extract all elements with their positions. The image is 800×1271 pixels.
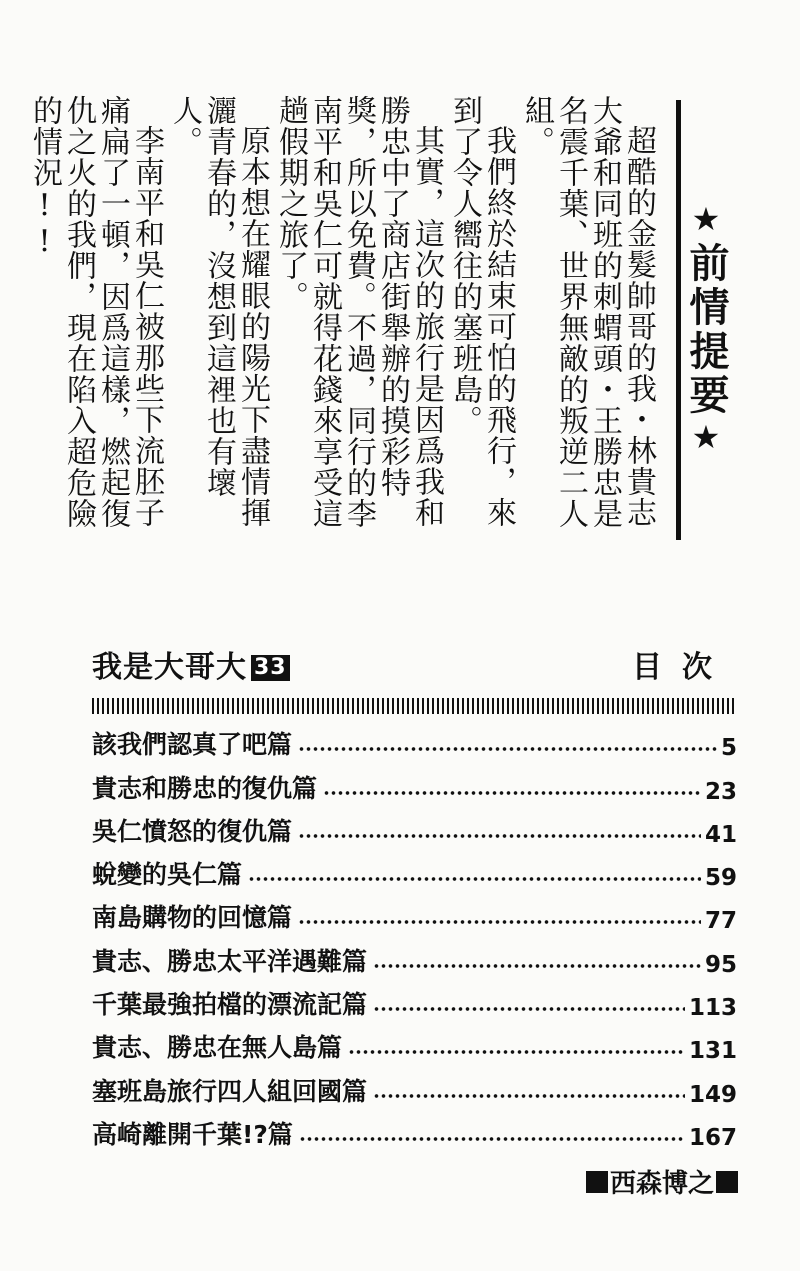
toc-list — [92, 718, 737, 1151]
series-title-text: 我是大哥大 — [92, 650, 247, 685]
synopsis-heading-text: 前情提要 — [683, 242, 729, 418]
toc-chapter: 塞班島旅行四人組回國篇 — [92, 1076, 368, 1106]
toc-leader-dots — [248, 876, 701, 882]
synopsis-paragraph: 其實，這次的旅行是因爲我和勝忠中了商店街舉辦的摸彩特獎，所以免費。不過，同行的李南平和吳仁可就得花錢來享受這趟假期之旅了。 — [273, 95, 444, 529]
toc-chapter: 蛻變的吳仁篇 — [92, 860, 243, 890]
toc-leader-dots — [299, 1136, 685, 1142]
toc-entry[interactable] — [92, 761, 737, 804]
toc-page-number: 131 — [688, 1038, 737, 1065]
black-square-icon — [586, 1171, 608, 1193]
toc-chapter: 南島購物的回憶篇 — [92, 903, 293, 933]
synopsis-body — [23, 95, 655, 555]
toc-entry[interactable] — [92, 805, 737, 848]
toc-chapter: 吳仁憤怒的復仇篇 — [92, 816, 293, 846]
toc-chapter: 貴志、勝忠太平洋遇難篇 — [92, 946, 368, 976]
series-title — [92, 642, 290, 686]
toc-page-number: 95 — [704, 951, 737, 978]
synopsis-heading — [676, 100, 732, 540]
toc-leader-dots — [373, 1006, 685, 1012]
synopsis-paragraph: 原本想在耀眼的陽光下盡情揮灑青春的，沒想到這裡也有壞人。 — [167, 95, 270, 528]
toc-chapter: 該我們認真了吧篇 — [92, 730, 293, 760]
toc-chapter: 貴志、勝忠在無人島篇 — [92, 1033, 343, 1063]
toc-chapter: 高崎離開千葉!?篇 — [92, 1119, 293, 1149]
toc-chapter: 千葉最強拍檔的漂流記篇 — [92, 990, 368, 1020]
toc-entry[interactable] — [92, 718, 737, 761]
toc-chapter: 貴志和勝忠的復仇篇 — [92, 773, 318, 803]
toc-page-number: 41 — [704, 821, 737, 848]
toc-leader-dots — [323, 790, 701, 796]
toc-entry[interactable] — [92, 1064, 737, 1107]
volume-badge: 33 — [251, 655, 290, 681]
toc-leader-dots — [373, 1093, 685, 1099]
synopsis-paragraph: 我們終於結束可怕的飛行，來到了令人嚮往的塞班島。 — [447, 95, 516, 528]
toc-page-number: 59 — [704, 865, 737, 892]
synopsis-paragraph: 李南平和吳仁被那些下流胚子痛扁了一頓，因爲這樣，燃起復仇之火的我們，現在陷入超危險的情況!! — [27, 95, 164, 529]
toc-leader-dots — [298, 833, 701, 839]
toc-leader-dots — [373, 963, 701, 969]
toc-entry[interactable] — [92, 1021, 737, 1064]
toc-entry[interactable] — [92, 978, 737, 1021]
toc-entry[interactable] — [92, 1108, 737, 1151]
synopsis-section — [27, 95, 750, 560]
toc-page-number: 149 — [688, 1081, 737, 1108]
toc-leader-dots — [348, 1049, 685, 1055]
toc-header — [92, 642, 732, 687]
toc-leader-dots — [298, 746, 717, 752]
toc-entry[interactable] — [92, 934, 737, 977]
toc-page-number: 77 — [704, 908, 737, 935]
author-name: 西森博之 — [609, 1169, 714, 1199]
toc-page-number: 167 — [688, 1124, 737, 1151]
star-icon: ★ — [687, 200, 725, 242]
toc-label: 目次 — [632, 650, 732, 685]
star-icon: ★ — [687, 418, 725, 460]
toc-leader-dots — [298, 919, 701, 925]
toc-entry[interactable] — [92, 848, 737, 891]
toc-page-number: 5 — [720, 735, 737, 762]
toc-page-number: 113 — [688, 995, 737, 1022]
black-square-icon — [716, 1171, 738, 1193]
synopsis-paragraph: 超酷的金髮帥哥的我・林貴志大爺和同班的刺蝟頭・王勝忠是名震千葉、世界無敵的叛逆二人組。 — [519, 95, 656, 529]
divider-rule — [92, 698, 735, 714]
author-credit — [586, 1163, 738, 1200]
toc-page-number: 23 — [704, 778, 737, 805]
toc-entry[interactable] — [92, 891, 737, 934]
